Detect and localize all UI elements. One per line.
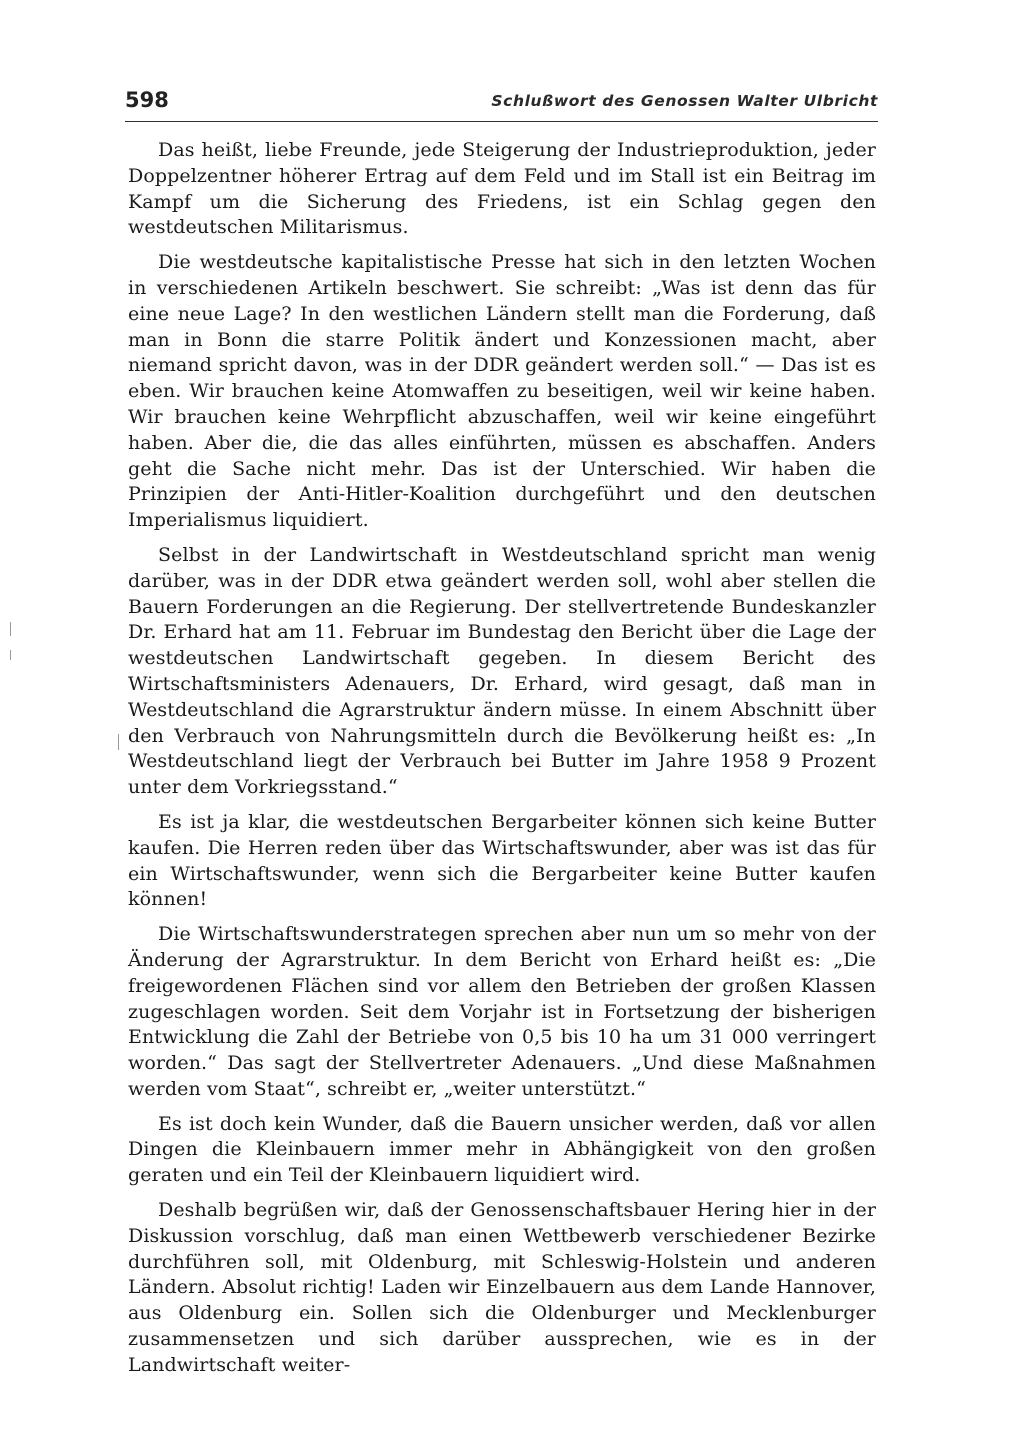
margin-mark [10,622,11,636]
margin-mark [118,734,119,750]
paragraph: Es ist ja klar, die westdeutschen Bergarbeiter können sich keine Butter kaufen. Die Herren reden über das Wirtschaftswunder, aber was ist das für ein Wirtschaftswunder, wenn sich die Bergarbeiter keine Butter kaufen können! [128,810,876,911]
header-rule [125,121,878,122]
paragraph: Es ist doch kein Wunder, daß die Bauern unsicher werden, daß vor allen Dingen die Kleinbauern immer mehr in Abhängigkeit von den großen geraten und ein Teil der Kleinbauern liquidiert wird. [128,1112,876,1187]
paragraph: Die westdeutsche kapitalistische Presse hat sich in den letzten Wochen in verschiedenen Artikeln beschwert. Sie schreibt: „Was ist denn das für eine neue Lage? In den westlichen Ländern stellt man die Forderung, daß man in Bonn die starre Politik ändert und Konzessionen macht, aber niemand spricht davon, was in der DDR geändert werden soll.“ — Das ist es eben. Wir brauchen keine Atomwaffen zu beseitigen, weil wir keine haben. Wir brauchen keine Wehrpflicht abzuschaffen, weil wir keine eingeführt haben. Aber die, die das alles einführten, müssen es abschaffen. Anders geht die Sache nicht mehr. Das ist der Unterschied. Wir haben die Prinzipien der Anti-Hitler-Koalition durchgeführt und den deutschen Imperialismus liquidiert. [128,251,876,532]
paragraph: Selbst in der Landwirtschaft in Westdeutschland spricht man wenig darüber, was in der DDR etwa geändert werden soll, wohl aber stellen die Bauern Forderungen an die Regierung. Der stellvertretende Bundeskanzler Dr. Erhard hat am 11. Februar im Bundestag den Bericht über die Lage der westdeutschen Landwirtschaft gegeben. In diesem Bericht des Wirtschaftsministers Adenauers, Dr. Erhard, wird gesagt, daß man in Westdeutschland die Agrarstruktur ändern müsse. In einem Abschnitt über den Verbrauch von Nahrungsmitteln durch die Bevölkerung heißt es: „In Westdeutschland liegt der Verbrauch bei Butter im Jahre 1958 9 Prozent unter dem Vorkriegsstand.“ [128,543,876,799]
running-head: Schlußwort des Genossen Walter Ulbricht [491,92,878,110]
paragraph: Deshalb begrüßen wir, daß der Genossenschaftsbauer Hering hier in der Diskussion vorschlug, daß man einen Wettbewerb verschiedener Bezirke durchführen soll, mit Oldenburg, mit Schleswig-Holstein und anderen Ländern. Absolut richtig! Laden wir Einzelbauern aus dem Lande Hannover, aus Oldenburg ein. Sollen sich die Oldenburger und Mecklenburger zusammensetzen und sich darüber aussprechen, wie es in der Landwirtschaft weiter- [128,1199,876,1376]
page-number: 598 [125,88,169,112]
margin-mark [10,650,11,660]
paragraph: Das heißt, liebe Freunde, jede Steigerung der Industrieproduktion, jeder Doppelzentner höherer Ertrag auf dem Feld und im Stall ist ein Beitrag im Kampf um die Sicherung des Friedens, ist ein Schlag gegen den westdeutschen Militarismus. [128,139,876,239]
page-header [125,86,878,116]
body-text [128,138,876,1388]
paragraph: Die Wirtschaftswunderstrategen sprechen aber nun um so mehr von der Änderung der Agrarstruktur. In dem Bericht von Erhard heißt es: „Die freigewordenen Flächen sind vor allem den Betrieben der großen Klassen zugeschlagen worden. Seit dem Vorjahr ist in Fortsetzung der bisherigen Entwicklung die Zahl der Betriebe von 0,5 bis 10 ha um 31 000 verringert worden.“ Das sagt der Stellvertreter Adenauers. „Und diese Maßnahmen werden vom Staat“, schreibt er, „weiter unterstützt.“ [128,923,876,1100]
